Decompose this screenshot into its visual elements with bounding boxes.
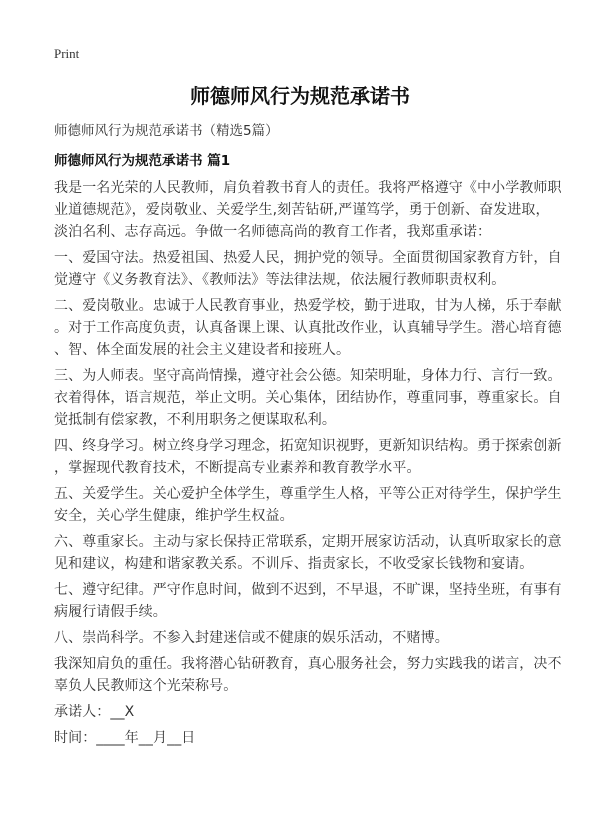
document-title: 师德师风行为规范承诺书 xyxy=(190,84,410,108)
paragraph xyxy=(54,531,562,575)
paragraph-line: 六、尊重家长。主动与家长保持正常联系，定期开展家访活动，认真听取家长的意 xyxy=(54,534,562,550)
paragraph xyxy=(54,727,554,749)
section-heading: 师德师风行为规范承诺书 篇1 xyxy=(54,153,231,169)
paragraph-line: 、智、体全面发展的社会主义建设者和接班人。 xyxy=(54,342,351,358)
document-body xyxy=(54,177,562,753)
paragraph xyxy=(54,247,562,291)
paragraph-line: 八、崇尚科学。不参入封建迷信或不健康的娱乐活动，不赌博。 xyxy=(54,630,449,646)
paragraph-line: 见和建议，构建和谐家教关系。不训斥、指责家长，不收受家长钱物和宴请。 xyxy=(54,556,534,572)
paragraph-line: 觉抵制有偿家教，不利用职务之便谋取私利。 xyxy=(54,412,336,428)
paragraph-line: 三、为人师表。坚守高尚情操，遵守社会公德。知荣明耻，身体力行、言行一致。 xyxy=(54,368,562,384)
paragraph-line: 安全，关心学生健康，维护学生权益。 xyxy=(54,508,294,524)
print-link[interactable]: Print xyxy=(54,46,80,61)
document-subtitle: 师德师风行为规范承诺书（精选5篇） xyxy=(54,123,279,139)
paragraph xyxy=(54,483,562,527)
paragraph-line: 一、爱国守法。热爱祖国、热爱人民，拥护党的领导。全面贯彻国家教育方针，自 xyxy=(54,250,562,266)
paragraph-line: 淡泊名利、志存高远。争做一名师德高尚的教育工作者，我郑重承诺： xyxy=(54,224,492,240)
paragraph-line: 业道德规范》，爱岗敬业、关爱学生,刻苦钻研,严谨笃学，勇于创新、奋发进取， xyxy=(54,202,550,218)
paragraph xyxy=(54,435,562,479)
paragraph-line: 觉遵守《义务教育法》、《教师法》等法律法规，依法履行教师职责权利。 xyxy=(54,272,506,288)
paragraph-line: 辜负人民教师这个光荣称号。 xyxy=(54,678,238,694)
paragraph-line: 二、爱岗敬业。忠诚于人民教育事业，热爱学校，勤于进取，甘为人梯，乐于奉献 xyxy=(54,298,562,314)
paragraph xyxy=(54,701,554,723)
paragraph-line: 我是一名光荣的人民教师，肩负着教书育人的责任。我将严格遵守《中小学教师职 xyxy=(54,180,562,196)
paragraph xyxy=(54,177,562,243)
paragraph-line: 时间：____年__月__日 xyxy=(54,730,196,746)
paragraph xyxy=(54,627,554,649)
paragraph-line: 七、遵守纪律。严守作息时间，做到不迟到，不早退，不旷课，坚持坐班，有事有 xyxy=(54,582,562,598)
paragraph-line: 我深知肩负的重任。我将潜心钻研教育，真心服务社会，努力实践我的诺言，决不 xyxy=(54,656,562,672)
paragraph-line: 衣着得体，语言规范，举止文明。关心集体，团结协作，尊重同事，尊重家长。自 xyxy=(54,390,562,406)
paragraph xyxy=(54,365,562,431)
paragraph-line: 五、关爱学生。关心爱护全体学生，尊重学生人格，平等公正对待学生，保护学生 xyxy=(54,486,562,502)
paragraph-line: 病履行请假手续。 xyxy=(54,604,167,620)
paragraph-line: 。对于工作高度负责，认真备课上课、认真批改作业，认真辅导学生。潜心培育德 xyxy=(54,320,562,336)
paragraph xyxy=(54,579,562,623)
paragraph-line: 四、终身学习。树立终身学习理念，拓宽知识视野，更新知识结构。勇于探索创新 xyxy=(54,438,562,454)
paragraph xyxy=(54,295,562,361)
paragraph-line: ，掌握现代教育技术，不断提高专业素养和教育教学水平。 xyxy=(54,460,421,476)
paragraph xyxy=(54,653,562,697)
paragraph-line: 承诺人：__X xyxy=(54,704,135,720)
